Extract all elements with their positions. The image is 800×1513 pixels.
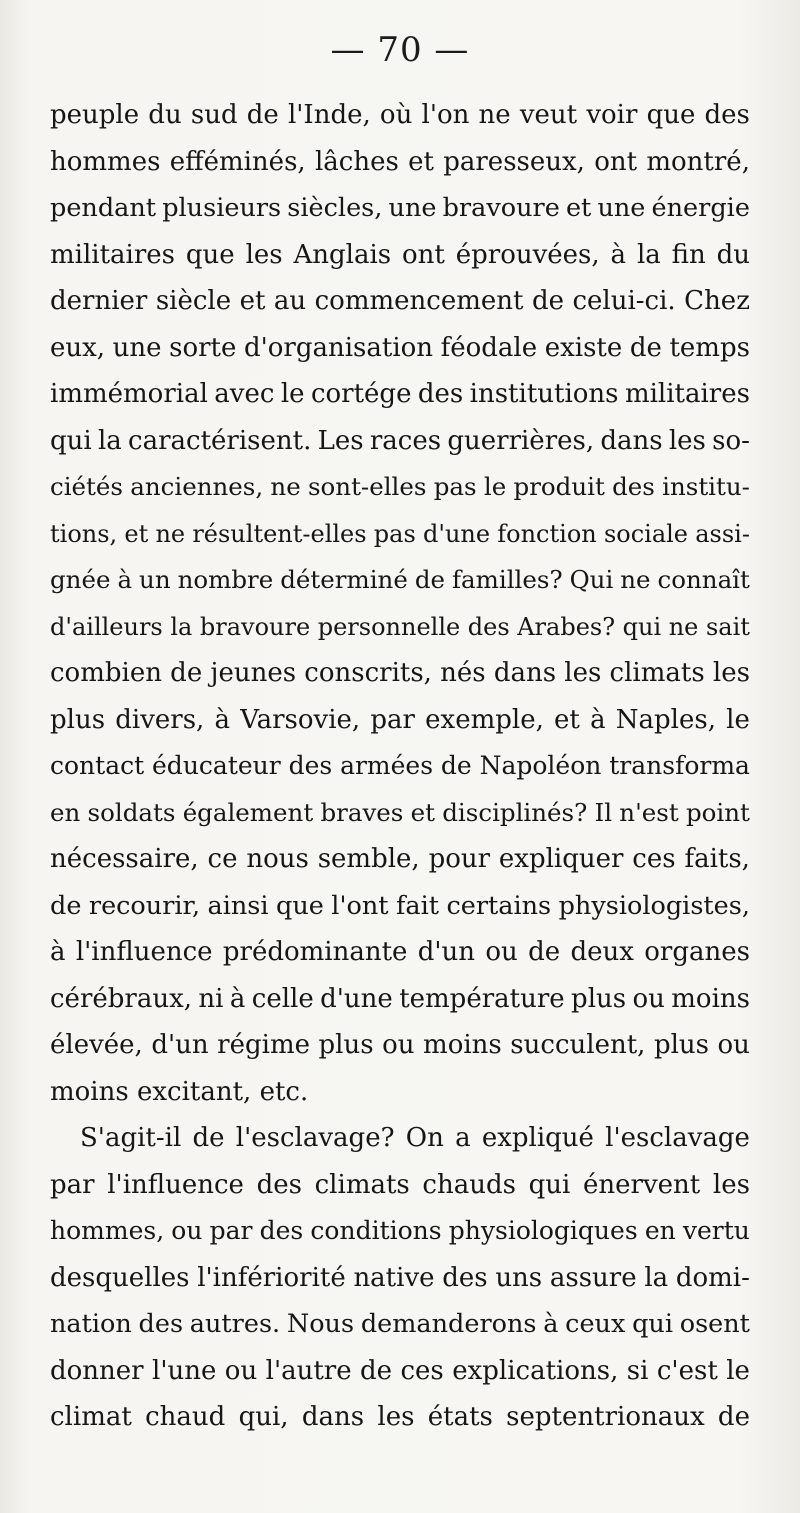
- word: dans: [600, 425, 663, 456]
- word: bravoure: [199, 612, 311, 641]
- word: personnelle: [317, 612, 461, 641]
- word: dernier: [50, 286, 148, 316]
- text-line: [50, 883, 750, 930]
- word: de: [246, 100, 279, 130]
- word: ou: [717, 1030, 750, 1060]
- word: ou: [224, 1355, 258, 1386]
- word: sud: [190, 100, 238, 130]
- word: ciétés: [50, 472, 123, 501]
- word: les: [712, 658, 750, 688]
- word: de: [629, 332, 662, 363]
- text-line: [50, 139, 750, 186]
- word: divers,: [115, 704, 205, 735]
- word: d'ailleurs: [50, 612, 163, 641]
- word: contact: [50, 751, 145, 780]
- word: des: [704, 100, 750, 130]
- word: qui: [50, 425, 92, 456]
- word: climats: [314, 1169, 410, 1200]
- text-line: [50, 1069, 750, 1116]
- word: l'influence: [75, 937, 213, 967]
- word: des: [467, 612, 510, 641]
- word: Anglais: [293, 239, 392, 270]
- word: hommes,: [50, 1216, 165, 1245]
- word: siècles,: [287, 193, 383, 223]
- word: un: [139, 565, 171, 594]
- word: de: [531, 286, 564, 316]
- word: climat: [50, 1402, 132, 1432]
- word: des: [288, 751, 333, 780]
- word: l'infériorité: [197, 1262, 346, 1293]
- word: semble,: [317, 844, 420, 874]
- word: vertu: [682, 1216, 750, 1245]
- word: donner: [50, 1355, 144, 1386]
- word: plus: [571, 983, 627, 1014]
- word: pour: [428, 844, 491, 874]
- word: d'une: [422, 519, 491, 548]
- word: a: [455, 1123, 471, 1153]
- word: plusieurs: [162, 193, 282, 223]
- word: voir: [586, 100, 638, 130]
- word: connaît: [657, 565, 750, 594]
- word: tions,: [50, 519, 118, 548]
- word: militaires: [50, 239, 176, 270]
- word: domi-: [675, 1262, 750, 1293]
- word: point: [686, 797, 750, 827]
- word: dans: [301, 1402, 365, 1432]
- text-line: [50, 1162, 750, 1209]
- word: à: [543, 1309, 559, 1339]
- text-line: [50, 1115, 750, 1162]
- word: du: [148, 100, 182, 130]
- word: du: [716, 239, 750, 270]
- text-line: [50, 1208, 750, 1255]
- word: pas: [433, 472, 477, 501]
- word: moins: [423, 1030, 502, 1060]
- word: à: [117, 565, 133, 594]
- word: assure: [549, 1262, 637, 1293]
- word: à: [214, 704, 231, 735]
- word: certains: [446, 890, 552, 921]
- word: de: [192, 1123, 225, 1153]
- text-line: [50, 511, 750, 558]
- text-line-content: moins excitant, etc.: [50, 1076, 309, 1107]
- word: d'organisation: [243, 332, 434, 363]
- text-line: [50, 976, 750, 1023]
- word: le: [483, 472, 507, 501]
- word: par: [209, 1216, 253, 1245]
- word: c'est: [656, 1355, 718, 1386]
- word: le: [726, 704, 750, 735]
- word: éducateur: [152, 751, 281, 780]
- word: une: [112, 332, 162, 363]
- word: desquelles: [50, 1262, 190, 1293]
- word: états: [427, 1402, 493, 1432]
- word: la: [97, 425, 122, 456]
- word: régime: [217, 1030, 310, 1060]
- word: ont: [594, 146, 638, 177]
- word: qui,: [238, 1402, 289, 1432]
- word: Naples,: [615, 704, 716, 735]
- word: prédominante: [222, 937, 408, 967]
- word: l'une: [152, 1355, 217, 1386]
- word: immémorial: [50, 379, 208, 409]
- word: conscrits,: [304, 658, 432, 688]
- word: braves: [320, 797, 404, 827]
- text-line: [50, 743, 750, 790]
- word: les: [377, 1402, 415, 1432]
- word: sociale: [603, 519, 689, 548]
- word: Napoléon: [479, 751, 602, 780]
- word: recourir,: [88, 890, 201, 921]
- word: le: [726, 1355, 750, 1386]
- word: l'on: [421, 100, 470, 130]
- word: eux,: [50, 332, 106, 363]
- word: disciplinés?: [442, 797, 588, 827]
- word: efféminés,: [169, 146, 306, 177]
- word: ou: [485, 937, 518, 967]
- word: n'est: [619, 797, 679, 827]
- word: en: [50, 797, 81, 827]
- word: qui: [632, 1309, 673, 1339]
- word: plus: [318, 1030, 374, 1060]
- word: pas: [373, 519, 416, 548]
- word: de: [360, 1355, 393, 1386]
- word: uns: [495, 1262, 543, 1293]
- text-line: [50, 278, 750, 325]
- word: combien: [50, 658, 162, 688]
- text-line: [50, 697, 750, 744]
- text-line: [50, 1255, 750, 1302]
- word: plus: [653, 1030, 709, 1060]
- word: institu-: [662, 472, 750, 501]
- word: avec: [214, 379, 275, 409]
- text-line: [50, 1348, 750, 1395]
- word: transforma: [609, 751, 750, 780]
- text-line: [50, 464, 750, 511]
- word: l'esclavage?: [235, 1123, 395, 1153]
- word: l'influence: [107, 1169, 244, 1200]
- word: et: [565, 193, 592, 223]
- word: à: [610, 239, 627, 270]
- word: une: [388, 193, 437, 223]
- word: des: [417, 379, 464, 409]
- word: jeunes: [210, 658, 297, 688]
- word: qui: [528, 1169, 571, 1200]
- word: ces: [400, 1355, 444, 1386]
- word: temps: [669, 332, 750, 363]
- word: autres.: [189, 1309, 281, 1339]
- word: des: [259, 1216, 304, 1245]
- word: énervent: [583, 1169, 701, 1200]
- text-line: [50, 1022, 750, 1069]
- text-line: [50, 371, 750, 418]
- word: expliquer: [498, 844, 624, 874]
- word: succulent,: [510, 1030, 646, 1060]
- word: si: [626, 1355, 649, 1386]
- word: bravoure: [442, 193, 560, 223]
- word: On: [405, 1123, 444, 1153]
- body-text: [50, 92, 750, 1441]
- word: féodale: [440, 332, 538, 363]
- word: dans: [493, 658, 557, 688]
- word: à: [590, 704, 606, 735]
- text-line: [50, 1394, 750, 1441]
- word: ont: [402, 239, 445, 270]
- word: deux: [570, 937, 634, 967]
- word: produit: [513, 472, 605, 501]
- word: les: [712, 1169, 750, 1200]
- word: moins: [671, 983, 750, 1014]
- word: hommes: [50, 146, 161, 177]
- word: température: [399, 983, 565, 1014]
- word: familles?: [451, 565, 563, 594]
- word: native: [353, 1262, 435, 1293]
- text-line: [50, 1301, 750, 1348]
- word: S'agit-il: [80, 1123, 182, 1153]
- word: physiologistes,: [558, 890, 750, 921]
- word: l'ont: [331, 890, 389, 921]
- word: ou: [171, 1216, 203, 1245]
- word: la: [170, 612, 193, 641]
- word: sait: [705, 612, 750, 641]
- word: des: [612, 472, 655, 501]
- word: et: [408, 146, 434, 177]
- word: de: [414, 565, 445, 594]
- word: ou: [382, 1030, 415, 1060]
- word: celui-ci.: [572, 286, 676, 316]
- word: cérébraux,: [50, 983, 193, 1014]
- word: et: [410, 797, 435, 827]
- word: chauds: [422, 1169, 516, 1200]
- word: la: [644, 1262, 669, 1293]
- word: nés: [440, 658, 486, 688]
- word: guerrières,: [447, 425, 595, 456]
- word: lâches: [314, 146, 399, 177]
- word: les: [564, 658, 602, 688]
- word: résultent-elles: [192, 519, 367, 548]
- page-number: — 70 —: [330, 30, 470, 70]
- word: ne: [620, 565, 651, 594]
- word: élevée,: [50, 1030, 143, 1060]
- word: Varsovie,: [240, 704, 361, 735]
- word: qui: [622, 612, 662, 641]
- word: où: [379, 100, 413, 130]
- text-line: [50, 232, 750, 279]
- word: par: [370, 704, 415, 735]
- word: sont-elles: [307, 472, 427, 501]
- word: au: [273, 286, 307, 316]
- word: que: [646, 100, 696, 130]
- word: à: [50, 937, 66, 967]
- word: plus: [50, 704, 106, 735]
- word: également: [182, 797, 314, 827]
- word: montré,: [646, 146, 750, 177]
- word: exemple,: [425, 704, 544, 735]
- text-line: [50, 325, 750, 372]
- word: les: [668, 425, 706, 456]
- word: conditions: [310, 1216, 442, 1245]
- word: de: [528, 937, 561, 967]
- word: de: [440, 751, 472, 780]
- word: assi-: [695, 519, 750, 548]
- word: expliqué: [481, 1123, 594, 1153]
- word: ceux: [565, 1309, 626, 1339]
- word: nous: [246, 844, 309, 874]
- word: et: [239, 286, 266, 316]
- word: ne: [270, 472, 301, 501]
- word: et: [124, 519, 149, 548]
- word: de: [170, 658, 203, 688]
- word: pendant: [50, 193, 157, 223]
- word: fonction: [497, 519, 597, 548]
- word: organes: [644, 937, 750, 967]
- word: Chez: [684, 286, 750, 316]
- word: de: [50, 890, 82, 921]
- word: les: [245, 239, 283, 270]
- word: Arabes?: [517, 612, 616, 641]
- word: la: [636, 239, 661, 270]
- word: caractérisent.: [128, 425, 312, 456]
- word: ou: [632, 983, 665, 1014]
- word: Nous: [286, 1309, 355, 1339]
- word: ainsi: [207, 890, 269, 921]
- word: des: [138, 1309, 184, 1339]
- word: cortége: [310, 379, 412, 409]
- word: par: [50, 1169, 95, 1200]
- word: nécessaire,: [50, 844, 199, 874]
- word: énergie: [651, 193, 750, 223]
- word: militaires: [624, 379, 750, 409]
- word: ne: [478, 100, 511, 130]
- text-line: [50, 557, 750, 604]
- word: commencement: [314, 286, 524, 316]
- word: que: [185, 239, 235, 270]
- word: climats: [609, 658, 705, 688]
- word: peuple: [50, 100, 140, 130]
- word: demanderons: [360, 1309, 537, 1339]
- word: des: [256, 1169, 302, 1200]
- word: ne: [668, 612, 699, 641]
- word: d'un: [151, 1030, 209, 1060]
- word: et: [554, 704, 580, 735]
- word: des: [442, 1262, 488, 1293]
- text-line: [50, 92, 750, 139]
- word: l'esclavage: [605, 1123, 750, 1153]
- word: une: [597, 193, 646, 223]
- text-line: [50, 929, 750, 976]
- word: l'autre: [265, 1355, 352, 1386]
- word: institutions: [469, 379, 619, 409]
- word: septentrionaux: [506, 1402, 705, 1432]
- text-line: [50, 790, 750, 837]
- word: celle: [251, 983, 314, 1014]
- word: chaud: [145, 1402, 226, 1432]
- word: d'une: [320, 983, 393, 1014]
- text-line: [50, 650, 750, 697]
- word: osent: [679, 1309, 750, 1339]
- word: de: [717, 1402, 750, 1432]
- word: soldats: [87, 797, 176, 827]
- word: nation: [50, 1309, 132, 1339]
- word: physiologiques: [448, 1216, 638, 1245]
- word: d'un: [417, 937, 476, 967]
- word: ni: [198, 983, 224, 1014]
- word: anciennes,: [130, 472, 264, 501]
- word: armées: [340, 751, 434, 780]
- word: races: [369, 425, 442, 456]
- word: nombre: [177, 565, 274, 594]
- word: veut: [519, 100, 578, 130]
- word: l'Inde,: [287, 100, 371, 130]
- word: fait: [395, 890, 439, 921]
- word: Il: [594, 797, 613, 827]
- text-line: [50, 836, 750, 883]
- word: so-: [712, 425, 750, 456]
- word: explications,: [452, 1355, 619, 1386]
- word: à: [229, 983, 246, 1014]
- word: sorte: [169, 332, 237, 363]
- word: paresseux,: [443, 146, 585, 177]
- word: éprouvées,: [455, 239, 600, 270]
- word: ces: [632, 844, 676, 874]
- word: en: [644, 1216, 676, 1245]
- word: existe: [544, 332, 623, 363]
- text-line: [50, 418, 750, 465]
- text-line: [50, 604, 750, 651]
- word: ne: [155, 519, 186, 548]
- word: fin: [671, 239, 706, 270]
- word: déterminé: [280, 565, 408, 594]
- word: faits,: [684, 844, 750, 874]
- word: ce: [207, 844, 238, 874]
- text-line: [50, 185, 750, 232]
- word: que: [276, 890, 324, 921]
- word: Qui: [569, 565, 614, 594]
- word: le: [280, 379, 305, 409]
- word: gnée: [50, 565, 111, 594]
- word: Les: [317, 425, 364, 456]
- word: siècle: [155, 286, 232, 316]
